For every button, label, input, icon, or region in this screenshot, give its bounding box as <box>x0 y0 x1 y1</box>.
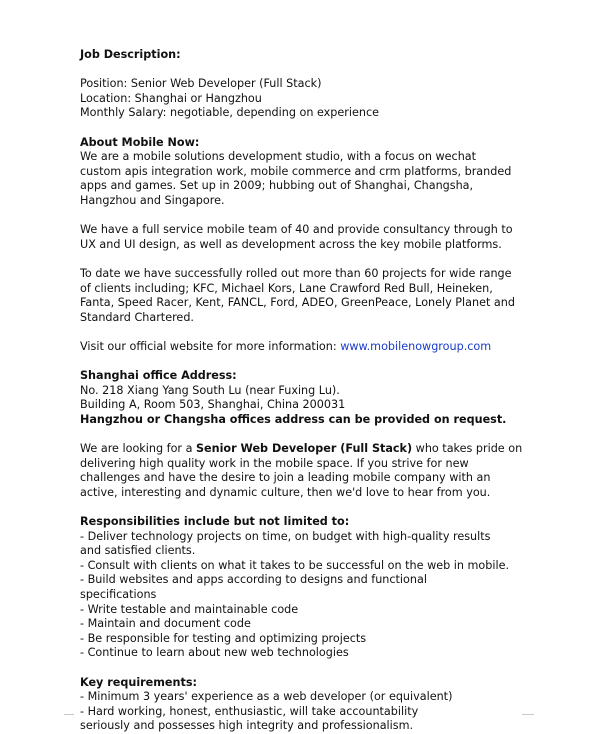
page-corner-mark-left <box>64 714 74 715</box>
responsibility-item: - Deliver technology projects on time, on budget with high-quality results <box>80 529 491 543</box>
about-line: custom apis integration work, mobile commerce and crm platforms, branded <box>80 164 512 178</box>
clients-line: Fanta, Speed Racer, Kent, FANCL, Ford, ADEO, GreenPeace, Lonely Planet and <box>80 296 515 310</box>
responsibility-item: - Write testable and maintainable code <box>80 602 299 616</box>
team-line: UX and UI design, as well as development across the key mobile platforms. <box>80 237 502 251</box>
looking-role: Senior Web Developer (Full Stack) <box>195 442 413 456</box>
clients-line: of clients including; KFC, Michael Kors, Lane Crawford Red Bull, Heineken, <box>80 281 493 295</box>
responsibility-item: - Build websites and apps according to designs and functional <box>80 573 427 587</box>
location-line: Location: Shanghai or Hangzhou <box>80 91 262 105</box>
responsibility-item: specifications <box>80 587 157 601</box>
about-line: We are a mobile solutions development studio, with a focus on wechat <box>80 150 477 164</box>
responsibility-item: and satisfied clients. <box>80 544 196 558</box>
salary-line: Monthly Salary: negotiable, depending on experience <box>80 106 379 120</box>
about-line: apps and games. Set up in 2009; hubbing out of Shanghai, Changsha, <box>80 179 474 193</box>
looking-post: who takes pride on <box>412 442 523 456</box>
looking-line: challenges and have the desire to join a leading mobile company with an <box>80 471 491 485</box>
requirements-heading: Key requirements: <box>80 675 197 689</box>
clients-line: To date we have successfully rolled out more than 60 projects for wide range <box>80 266 512 280</box>
job-heading: Job Description: <box>80 48 181 61</box>
requirement-item: - Minimum 3 years' experience as a web developer (or equivalent) <box>80 690 453 704</box>
position-line: Position: Senior Web Developer (Full Stack) <box>80 77 322 91</box>
website-line <box>80 340 550 355</box>
website-link[interactable]: www.mobilenowgroup.com <box>340 339 492 353</box>
about-heading: About Mobile Now: <box>80 135 200 149</box>
team-line: We have a full service mobile team of 40 and provide consultancy through to <box>80 223 513 237</box>
address-note: Hangzhou or Changsha offices address can be provided on request. <box>80 412 507 426</box>
responsibility-item: - Maintain and document code <box>80 617 251 631</box>
looking-line: active, interesting and dynamic culture, then we'd love to hear from you. <box>80 485 491 499</box>
website-prefix: Visit our official website for more information: <box>80 339 341 353</box>
requirement-item: - Hard working, honest, enthusiastic, will take accountability <box>80 704 419 718</box>
address-line: Building A, Room 503, Shanghai, China 200031 <box>80 398 346 412</box>
address-line: No. 218 Xiang Yang South Lu (near Fuxing Lu). <box>80 383 340 397</box>
responsibility-item: - Be responsible for testing and optimizing projects <box>80 631 367 645</box>
job-description-text <box>80 48 550 734</box>
responsibilities-heading: Responsibilities include but not limited to: <box>80 515 350 528</box>
responsibility-item: - Continue to learn about new web technologies <box>80 646 349 660</box>
looking-line: delivering high quality work in the mobile space. If you strive for new <box>80 456 469 470</box>
about-line: Hangzhou and Singapore. <box>80 193 225 207</box>
clients-line: Standard Chartered. <box>80 310 194 324</box>
responsibility-item: - Consult with clients on what it takes to be successful on the web in mobile. <box>80 558 510 572</box>
looking-line <box>80 442 550 457</box>
requirement-item: seriously and possesses high integrity and professionalism. <box>80 719 414 733</box>
looking-pre: We are looking for a <box>80 442 196 456</box>
address-heading: Shanghai office Address: <box>80 369 237 383</box>
page-corner-mark-right <box>522 714 534 715</box>
